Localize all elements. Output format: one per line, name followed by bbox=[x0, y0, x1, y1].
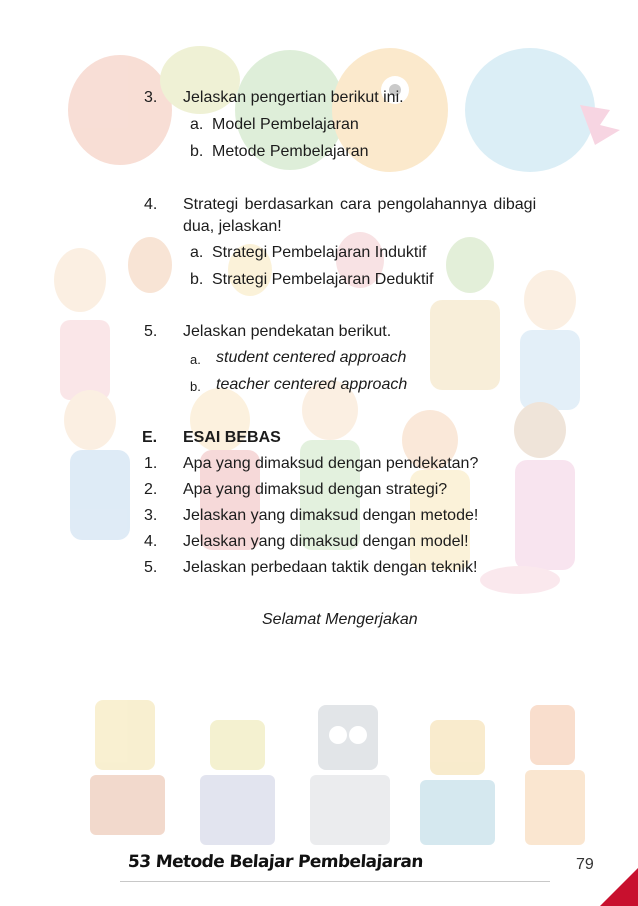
essay-question: Apa yang dimaksud dengan strategi? bbox=[183, 481, 448, 498]
option-text: Strategi Pembelajaran Induktif bbox=[212, 244, 427, 261]
option-label: b. bbox=[190, 379, 201, 394]
option-label: b. bbox=[190, 271, 204, 288]
page-number: 79 bbox=[576, 856, 594, 873]
option-label: b. bbox=[190, 143, 204, 160]
essay-number: 4. bbox=[144, 533, 158, 550]
option-text: Strategi Pembelajaran Deduktif bbox=[212, 271, 434, 288]
essay-question: Jelaskan yang dimaksud dengan model! bbox=[183, 533, 469, 550]
essay-question: Jelaskan yang dimaksud dengan metode! bbox=[183, 507, 479, 524]
essay-question: Apa yang dimaksud dengan pendekatan? bbox=[183, 455, 479, 472]
footer-divider bbox=[120, 881, 550, 882]
question-text-continued: dua, jelaskan! bbox=[183, 218, 282, 235]
section-title: ESAI BEBAS bbox=[183, 429, 281, 446]
closing-text: Selamat Mengerjakan bbox=[262, 611, 418, 628]
question-number: 5. bbox=[144, 323, 158, 340]
option-text: teacher centered approach bbox=[216, 376, 408, 393]
question-text: Jelaskan pendekatan berikut. bbox=[183, 323, 392, 340]
option-label: a. bbox=[190, 116, 204, 133]
question-number: 3. bbox=[144, 89, 158, 106]
essay-number: 1. bbox=[144, 455, 158, 472]
option-text: student centered approach bbox=[216, 349, 407, 366]
option-text: Model Pembelajaran bbox=[212, 116, 359, 133]
section-letter: E. bbox=[142, 429, 158, 446]
option-label: a. bbox=[190, 352, 201, 367]
essay-number: 3. bbox=[144, 507, 158, 524]
essay-number: 2. bbox=[144, 481, 158, 498]
question-number: 4. bbox=[144, 196, 158, 213]
option-text: Metode Pembelajaran bbox=[212, 143, 369, 160]
option-label: a. bbox=[190, 244, 204, 261]
footer-book-title: 53 Metode Belajar Pembelajaran bbox=[127, 852, 424, 872]
question-text: Strategi berdasarkan cara pengolahannya dibagi bbox=[183, 196, 537, 213]
question-text: Jelaskan pengertian berikut ini. bbox=[183, 89, 404, 106]
essay-question: Jelaskan perbedaan taktik dengan teknik! bbox=[183, 559, 478, 576]
essay-number: 5. bbox=[144, 559, 158, 576]
